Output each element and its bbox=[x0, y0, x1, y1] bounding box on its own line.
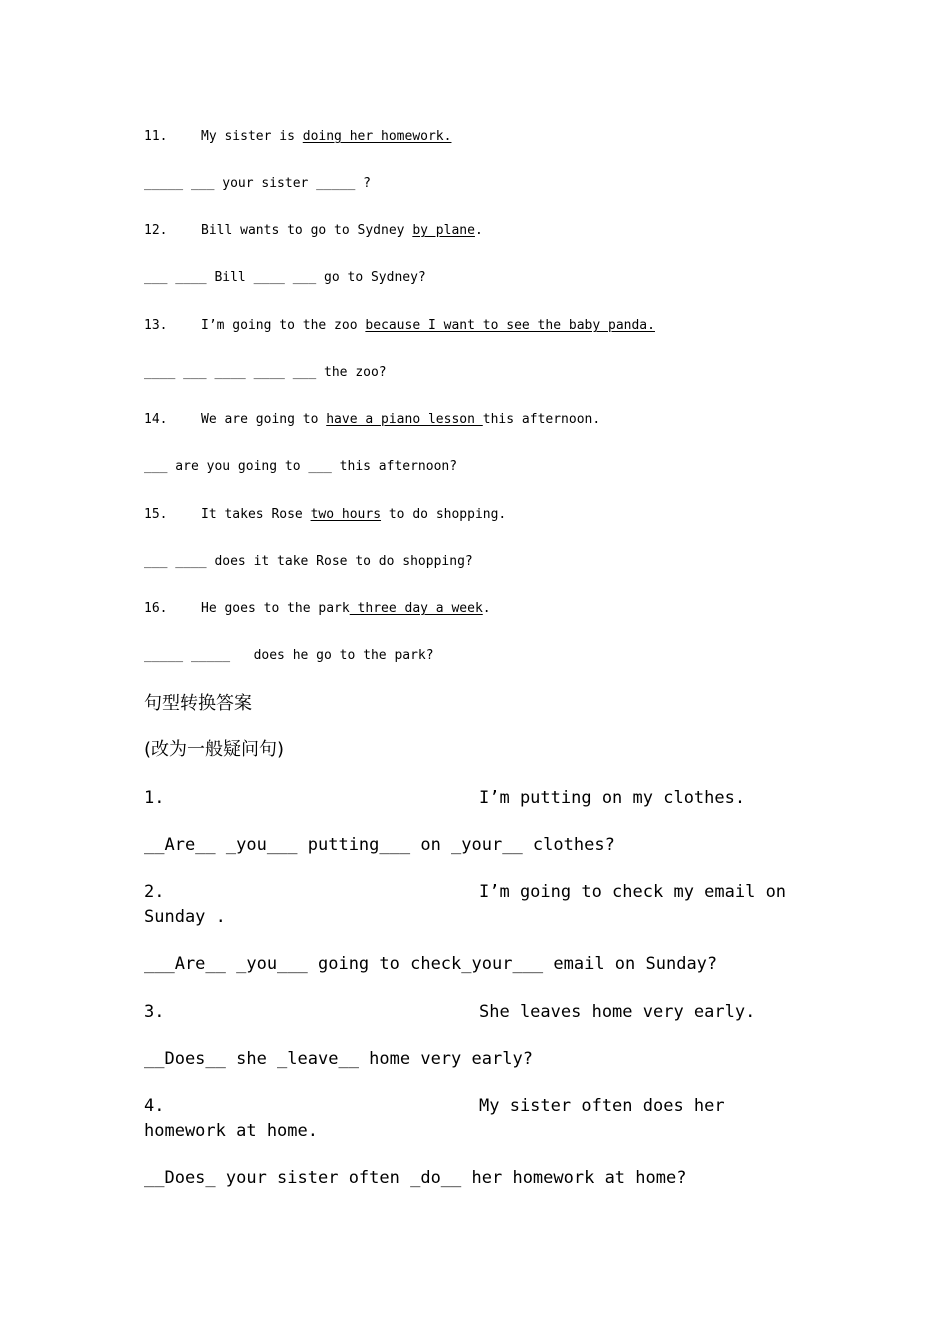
answer-4-sentence: My sister often does her homework at home. bbox=[144, 1096, 725, 1141]
sentence-text-end: . bbox=[474, 223, 483, 238]
answer-1-number: 1. bbox=[144, 788, 165, 808]
underlined-text: by plane bbox=[412, 223, 475, 238]
answer-1-filled: __Are__ _you___ putting___ on _your__ clothes? bbox=[144, 835, 615, 855]
exercise-12-answer-blanks: ___ ____ Bill ____ ___ go to Sydney? bbox=[144, 270, 426, 285]
answer-4-filled: __Does_ your sister often _do__ her homework at home? bbox=[144, 1168, 687, 1188]
exercise-11-sentence bbox=[144, 128, 451, 146]
exercise-15-sentence bbox=[144, 506, 506, 524]
exercise-13-sentence bbox=[144, 317, 655, 335]
exercise-number: 11. bbox=[144, 129, 168, 144]
exercise-15-answer-blanks: ___ ____ does it take Rose to do shopping? bbox=[144, 554, 473, 569]
sentence-text: I’m going to the zoo bbox=[201, 318, 366, 333]
answer-3-sentence: She leaves home very early. bbox=[479, 1002, 756, 1022]
exercise-number: 16. bbox=[144, 601, 168, 616]
underlined-text: two hours bbox=[310, 507, 382, 522]
answer-3-number: 3. bbox=[144, 1002, 165, 1022]
answer-2-filled: ___Are__ _you___ going to check_your___ email on Sunday? bbox=[144, 954, 718, 974]
exercise-16-sentence bbox=[144, 600, 491, 618]
underlined-text: because I want to see the baby panda. bbox=[365, 318, 655, 333]
answers-section-subtitle: (改为一般疑问句) bbox=[144, 739, 285, 760]
sentence-text-end: this afternoon. bbox=[482, 412, 601, 427]
answer-1-sentence: I’m putting on my clothes. bbox=[479, 788, 746, 808]
exercise-number: 12. bbox=[144, 223, 168, 238]
sentence-text: We are going to bbox=[201, 412, 327, 427]
sentence-text: It takes Rose bbox=[201, 507, 311, 522]
underlined-text: have a piano lesson bbox=[326, 412, 483, 427]
answer-4-number: 4. bbox=[144, 1096, 165, 1116]
answer-2-sentence: I’m going to check my email on Sunday . bbox=[144, 882, 787, 927]
answer-3-filled: __Does__ she _leave__ home very early? bbox=[144, 1049, 533, 1069]
sentence-text-end: to do shopping. bbox=[381, 507, 507, 522]
underlined-text: doing her homework. bbox=[302, 129, 452, 144]
exercise-12-sentence bbox=[144, 222, 483, 240]
exercise-13-answer-blanks: ____ ___ ____ ____ ___ the zoo? bbox=[144, 365, 387, 380]
exercise-14-sentence bbox=[144, 411, 600, 429]
exercise-number: 14. bbox=[144, 412, 168, 427]
underlined-text: three day a week bbox=[349, 601, 483, 616]
sentence-text-end: . bbox=[482, 601, 491, 616]
sentence-text: He goes to the park bbox=[201, 601, 350, 616]
sentence-text: Bill wants to go to Sydney bbox=[201, 223, 413, 238]
exercise-14-answer-blanks: ___ are you going to ___ this afternoon? bbox=[144, 459, 458, 474]
sentence-text: My sister is bbox=[201, 129, 303, 144]
exercise-number: 15. bbox=[144, 507, 168, 522]
exercise-11-answer-blanks: _____ ___ your sister _____ ? bbox=[144, 176, 371, 191]
exercise-16-answer-blanks: _____ _____ does he go to the park? bbox=[144, 648, 434, 663]
answers-section-title: 句型转换答案 bbox=[144, 693, 252, 714]
answer-2-number: 2. bbox=[144, 882, 165, 902]
exercise-number: 13. bbox=[144, 318, 168, 333]
